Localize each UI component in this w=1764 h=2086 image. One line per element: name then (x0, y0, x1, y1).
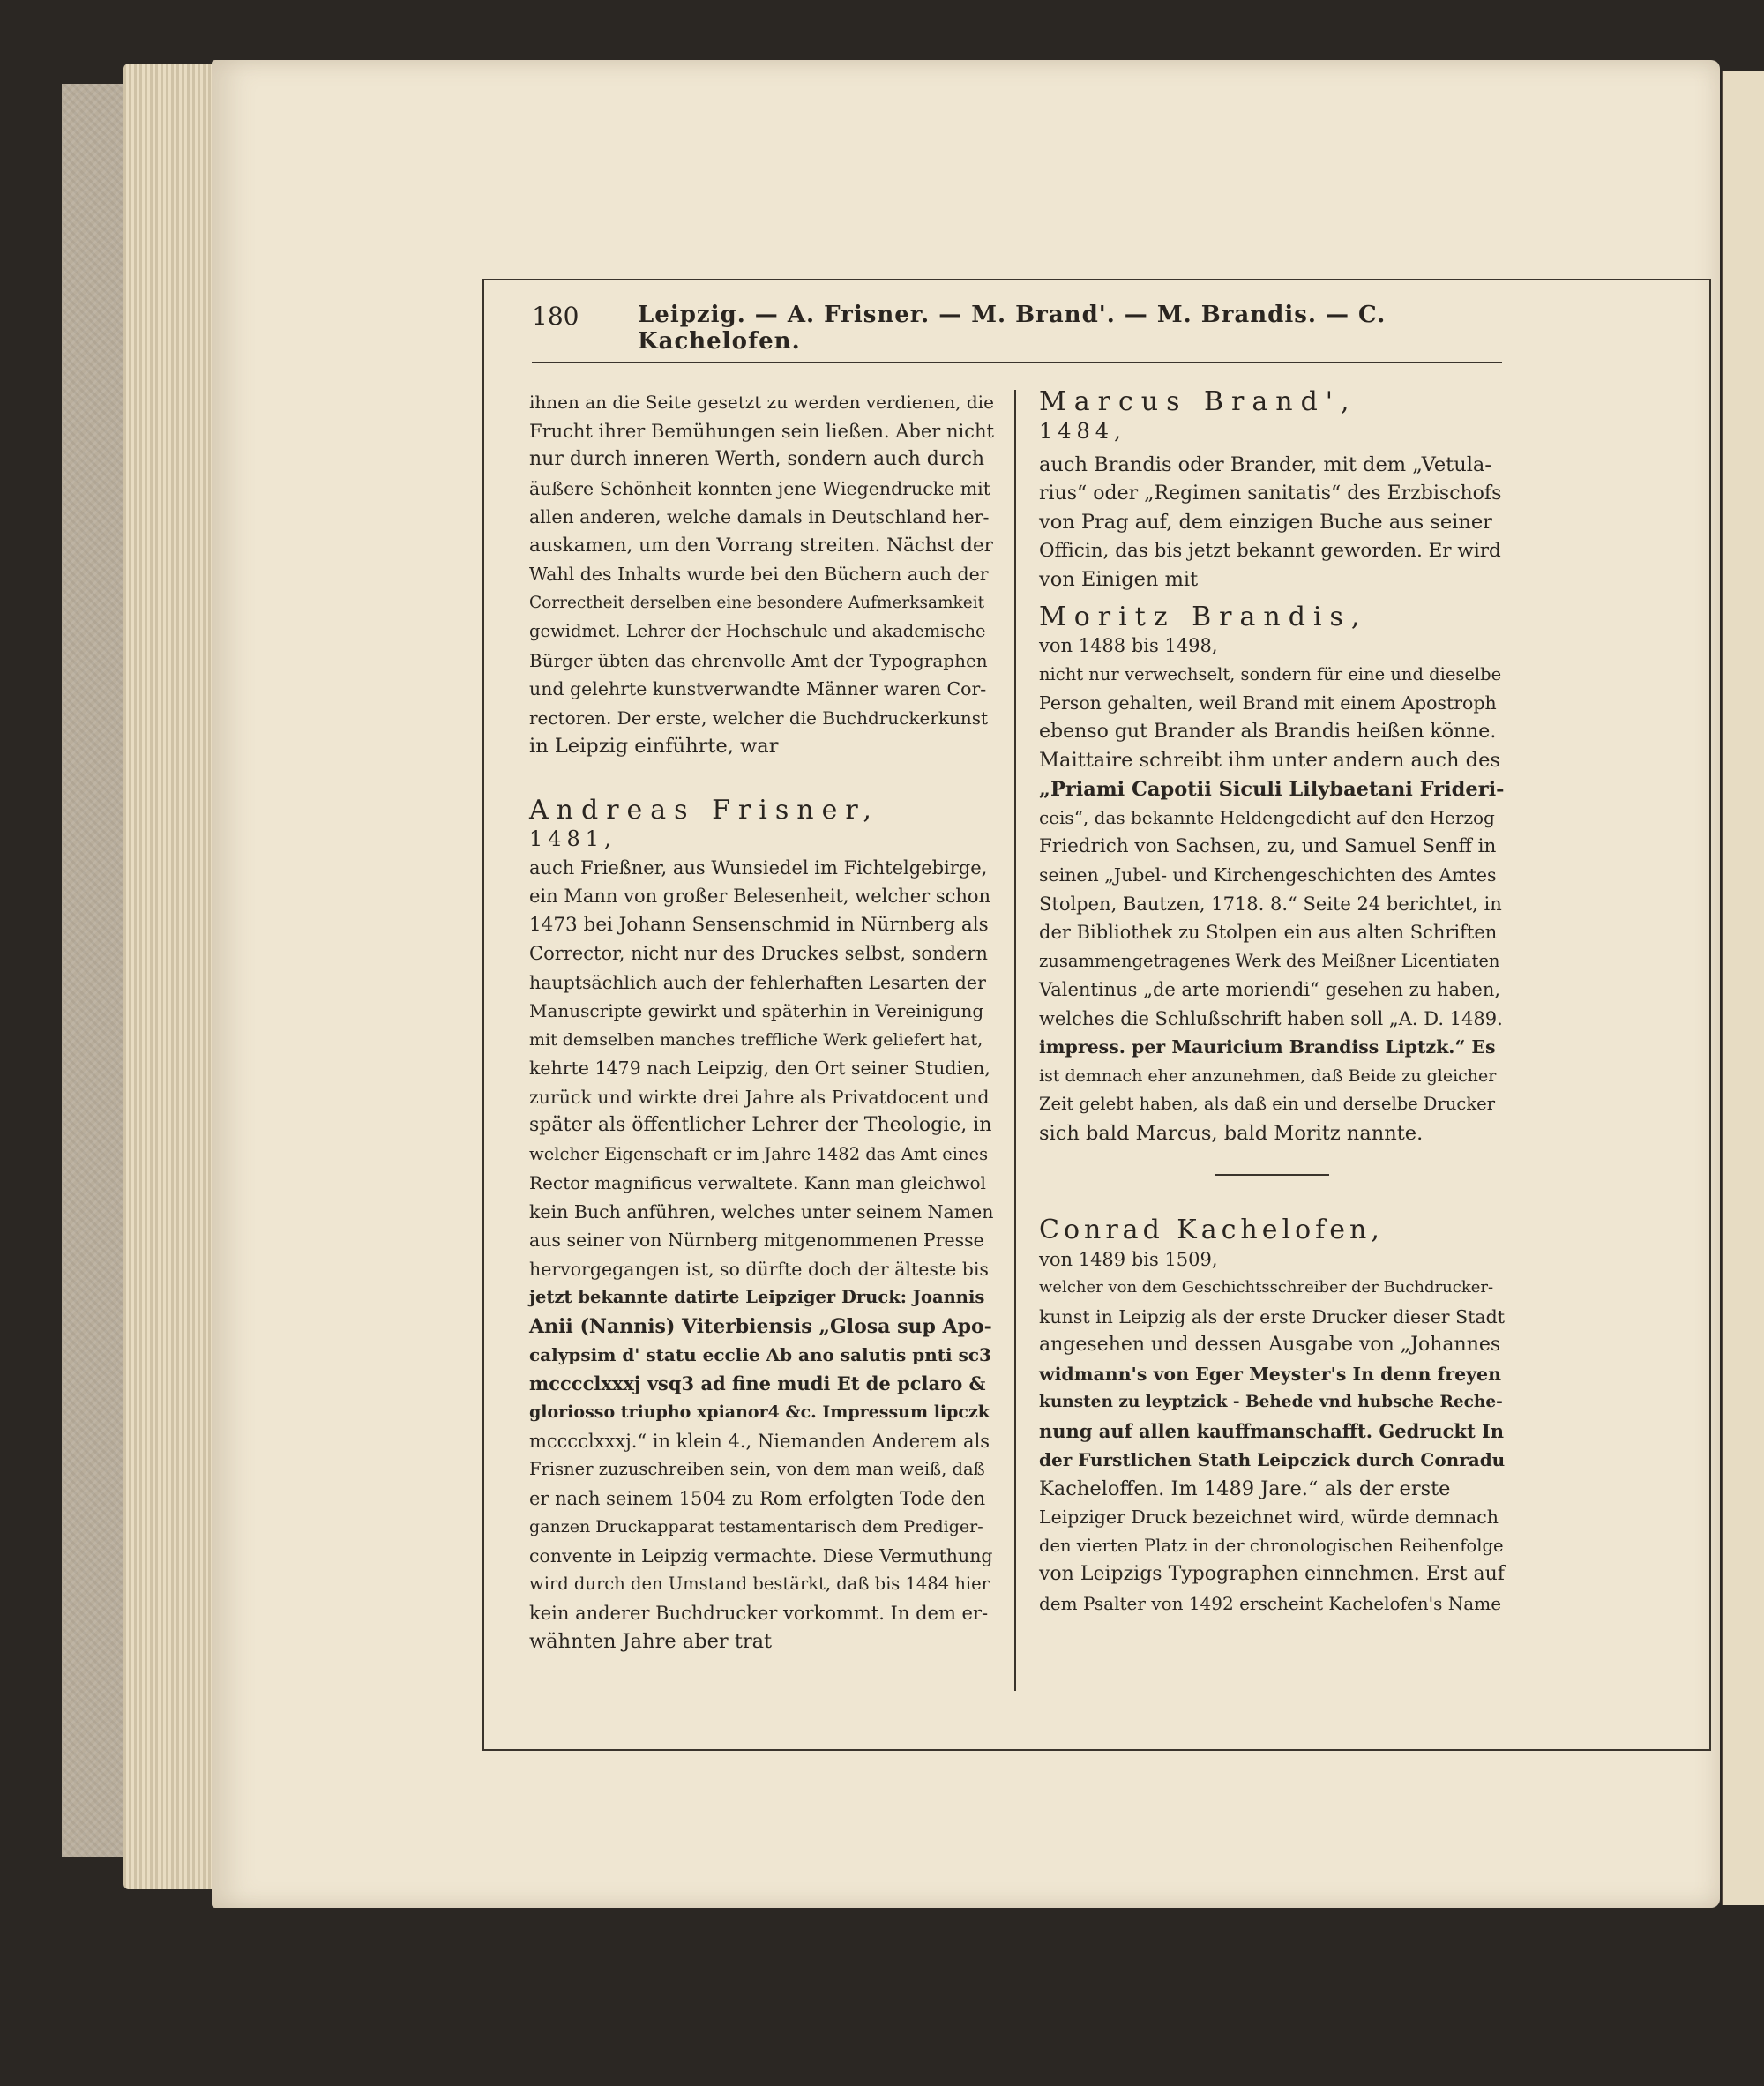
kachelofen-paragraph (1039, 1274, 1505, 1618)
text-line: wird durch den Umstand bestärkt, daß bis 1484 hier (529, 1574, 990, 1594)
section-year-brand: 1484, (1039, 418, 1126, 444)
text-line: mcccclxxxj vsq3 ad fine mudi Et de pclaro & (529, 1372, 986, 1394)
header-rule (532, 362, 1502, 363)
text-line: Valentinus „de arte moriendi“ gesehen zu haben, (1039, 979, 1501, 1000)
brandis-paragraph (1039, 661, 1505, 1148)
text-line: Frucht ihrer Bemühungen sein ließen. Aber nicht (529, 420, 994, 442)
text-line: auskamen, um den Vorrang streiten. Nächst der (529, 534, 993, 557)
running-header (532, 302, 1502, 355)
text-line: welcher Eigenschaft er im Jahre 1482 das Amt eines (529, 1143, 989, 1164)
section-years-kachelofen: von 1489 bis 1509, (1039, 1248, 1218, 1270)
text-line: von Prag auf, dem einzigen Buche aus seiner (1039, 511, 1492, 534)
text-line: welches die Schlußschrift haben soll „A. D. 1489. (1039, 1007, 1503, 1029)
text-line: Zeit gelebt haben, als daß ein und derselbe Drucker (1039, 1094, 1496, 1114)
text-line: welcher von dem Geschichtsschreiber der Buchdrucker- (1039, 1278, 1494, 1297)
text-line: convente in Leipzig vermachte. Diese Vermuthung (529, 1544, 993, 1566)
text-line: Corrector, nicht nur des Druckes selbst, sondern (529, 943, 988, 964)
text-line: kein anderer Buchdrucker vorkommt. In dem er- (529, 1602, 989, 1624)
text-line: ebenso gut Brander als Brandis heißen könne. (1039, 720, 1497, 743)
right-column (1039, 388, 1505, 1618)
text-line: Kacheloffen. Im 1489 Jare.“ als der erste (1039, 1477, 1451, 1500)
text-line: aus seiner von Nürnberg mitgenommenen Presse (529, 1230, 984, 1251)
section-divider (1215, 1174, 1329, 1176)
text-line: mcccclxxxj.“ in klein 4., Niemanden Anderem als (529, 1430, 990, 1452)
text-line: Wahl des Inhalts wurde bei den Büchern auch der (529, 564, 989, 585)
text-line: auch Frießner, aus Wunsiedel im Fichtelgebirge, (529, 856, 988, 879)
text-line: rius“ oder „Regimen sanitatis“ des Erzbischofs (1039, 482, 1502, 505)
text-line: auch Brandis oder Brander, mit dem „Vetula- (1039, 453, 1491, 476)
text-line: in Leipzig einführte, war (529, 735, 779, 758)
text-line: Anii (Nannis) Viterbiensis „Glosa sup Apo- (529, 1314, 992, 1338)
text-line: gewidmet. Lehrer der Hochschule und akademische (529, 621, 986, 641)
frisner-paragraph (529, 854, 994, 1656)
text-line: jetzt bekannte datirte Leipziger Druck: Joannis (529, 1287, 985, 1307)
text-line: später als öffentlicher Lehrer der Theologie, in (529, 1114, 992, 1136)
text-line: Maittaire schreibt ihm unter andern auch des (1039, 749, 1500, 772)
text-line: nur durch inneren Werth, sondern auch durch (529, 448, 985, 470)
section-heading-kachelofen: Conrad Kachelofen, (1039, 1215, 1384, 1245)
text-line: wähnten Jahre aber trat (529, 1630, 773, 1653)
text-line: Officin, das bis jetzt bekannt geworden. Er wird (1039, 539, 1501, 562)
text-line: von Leipzigs Typographen einnehmen. Erst auf (1039, 1563, 1505, 1585)
text-line: nicht nur verwechselt, sondern für eine und dieselbe (1039, 663, 1502, 684)
text-line: kunst in Leipzig als der erste Drucker dieser Stadt (1039, 1305, 1505, 1327)
text-line: Correctheit derselben eine besondere Aufmerksamkeit (529, 593, 985, 612)
page-number: 180 (532, 302, 579, 331)
text-line: kehrte 1479 nach Leipzig, den Ort seiner Studien, (529, 1058, 990, 1079)
text-line: Rector magnificus verwaltete. Kann man gleichwol (529, 1172, 986, 1193)
text-line: der Furstlichen Stath Leipczick durch Conradu (1039, 1449, 1506, 1470)
text-line: ist demnach eher anzunehmen, daß Beide zu gleicher (1039, 1065, 1497, 1086)
section-years-brandis: von 1488 bis 1498, (1039, 635, 1218, 656)
text-line: von Einigen mit (1039, 568, 1199, 591)
text-line: Friedrich von Sachsen, zu, und Samuel Senff in (1039, 834, 1497, 857)
text-line: und gelehrte kunstverwandte Männer waren Cor- (529, 678, 987, 699)
text-line: kunsten zu leyptzick - Behede vnd hubsche Reche- (1039, 1393, 1503, 1411)
text-line: den vierten Platz in der chronologischen Reihenfolge (1039, 1535, 1504, 1556)
column-divider (1014, 390, 1016, 1691)
text-line: ganzen Druckapparat testamentarisch dem Prediger- (529, 1517, 983, 1536)
text-line: dem Psalter von 1492 erscheint Kachelofen's Name (1039, 1592, 1502, 1614)
brand-paragraph (1039, 451, 1505, 594)
text-line: äußere Schönheit konnten jene Wiegendrucke mit (529, 477, 990, 499)
text-line: nung auf allen kauffmanschafft. Gedruckt In (1039, 1419, 1505, 1442)
text-line: calypsim d' statu ecclie Ab ano salutis pnti sc3 (529, 1344, 991, 1365)
running-title: Leipzig. — A. Frisner. — M. Brand'. — M. Brandis. — C. Kachelofen. (638, 302, 1387, 355)
text-line: Person gehalten, weil Brand mit einem Apostroph (1039, 692, 1497, 714)
text-line: rectoren. Der erste, welcher die Buchdruckerkunst (529, 707, 989, 729)
text-line: er nach seinem 1504 zu Rom erfolgten Tode den (529, 1487, 986, 1509)
text-line: allen anderen, welche damals in Deutschland her- (529, 506, 990, 527)
text-line: gloriosso triupho xpianor4 &c. Impressum lipczk (529, 1402, 990, 1422)
text-line: „Priami Capotii Siculi Lilybaetani Frideri- (1039, 777, 1505, 801)
text-line: Leipziger Druck bezeichnet wird, würde demnach (1039, 1507, 1499, 1528)
text-line: ihnen an die Seite gesetzt zu werden verdienen, die (529, 392, 994, 413)
text-line: mit demselben manches treffliche Werk geliefert hat, (529, 1029, 983, 1050)
text-line: Frisner zuzuschreiben sein, von dem man weiß, daß (529, 1459, 985, 1479)
text-line: der Bibliothek zu Stolpen ein aus alten Schriften (1039, 922, 1498, 943)
text-line: seinen „Jubel- und Kirchengeschichten des Amtes (1039, 864, 1497, 886)
text-line: widmann's von Eger Meyster's In denn freyen (1039, 1363, 1502, 1385)
text-line: Manuscripte gewirkt und späterhin in Vereinigung (529, 1000, 984, 1021)
text-line: kein Buch anführen, welches unter seinem Namen (529, 1200, 994, 1222)
text-line: Stolpen, Bautzen, 1718. 8.“ Seite 24 berichtet, in (1039, 893, 1502, 915)
text-line: zusammengetragenes Werk des Meißner Licentiaten (1039, 950, 1500, 971)
text-line: ceis“, das bekannte Heldengedicht auf den Herzog (1039, 807, 1495, 828)
text-line: hauptsächlich auch der fehlerhaften Lesarten der (529, 971, 986, 993)
section-heading-brandis: Moritz Brandis, (1039, 601, 1368, 632)
text-line: zurück und wirkte drei Jahre als Privatdocent und (529, 1086, 990, 1108)
section-year-frisner: 1481, (529, 826, 617, 851)
intro-paragraph (529, 388, 994, 761)
left-column (529, 388, 994, 1656)
text-line: impress. per Mauricium Brandiss Liptzk.“ Es (1039, 1036, 1496, 1058)
text-line: Bürger übten das ehrenvolle Amt der Typographen (529, 649, 988, 671)
text-line: 1473 bei Johann Sensenschmid in Nürnberg als (529, 913, 989, 936)
section-heading-frisner: Andreas Frisner, (529, 794, 879, 826)
text-line: ein Mann von großer Belesenheit, welcher schon (529, 886, 991, 907)
text-line: sich bald Marcus, bald Moritz nannte. (1039, 1121, 1424, 1145)
section-heading-brand: Marcus Brand', (1039, 386, 1357, 417)
text-line: hervorgegangen ist, so dürfte doch der älteste bis (529, 1258, 989, 1280)
text-line: angesehen und dessen Ausgabe von „Johannes (1039, 1334, 1501, 1356)
facing-page-edge (1722, 71, 1764, 1905)
